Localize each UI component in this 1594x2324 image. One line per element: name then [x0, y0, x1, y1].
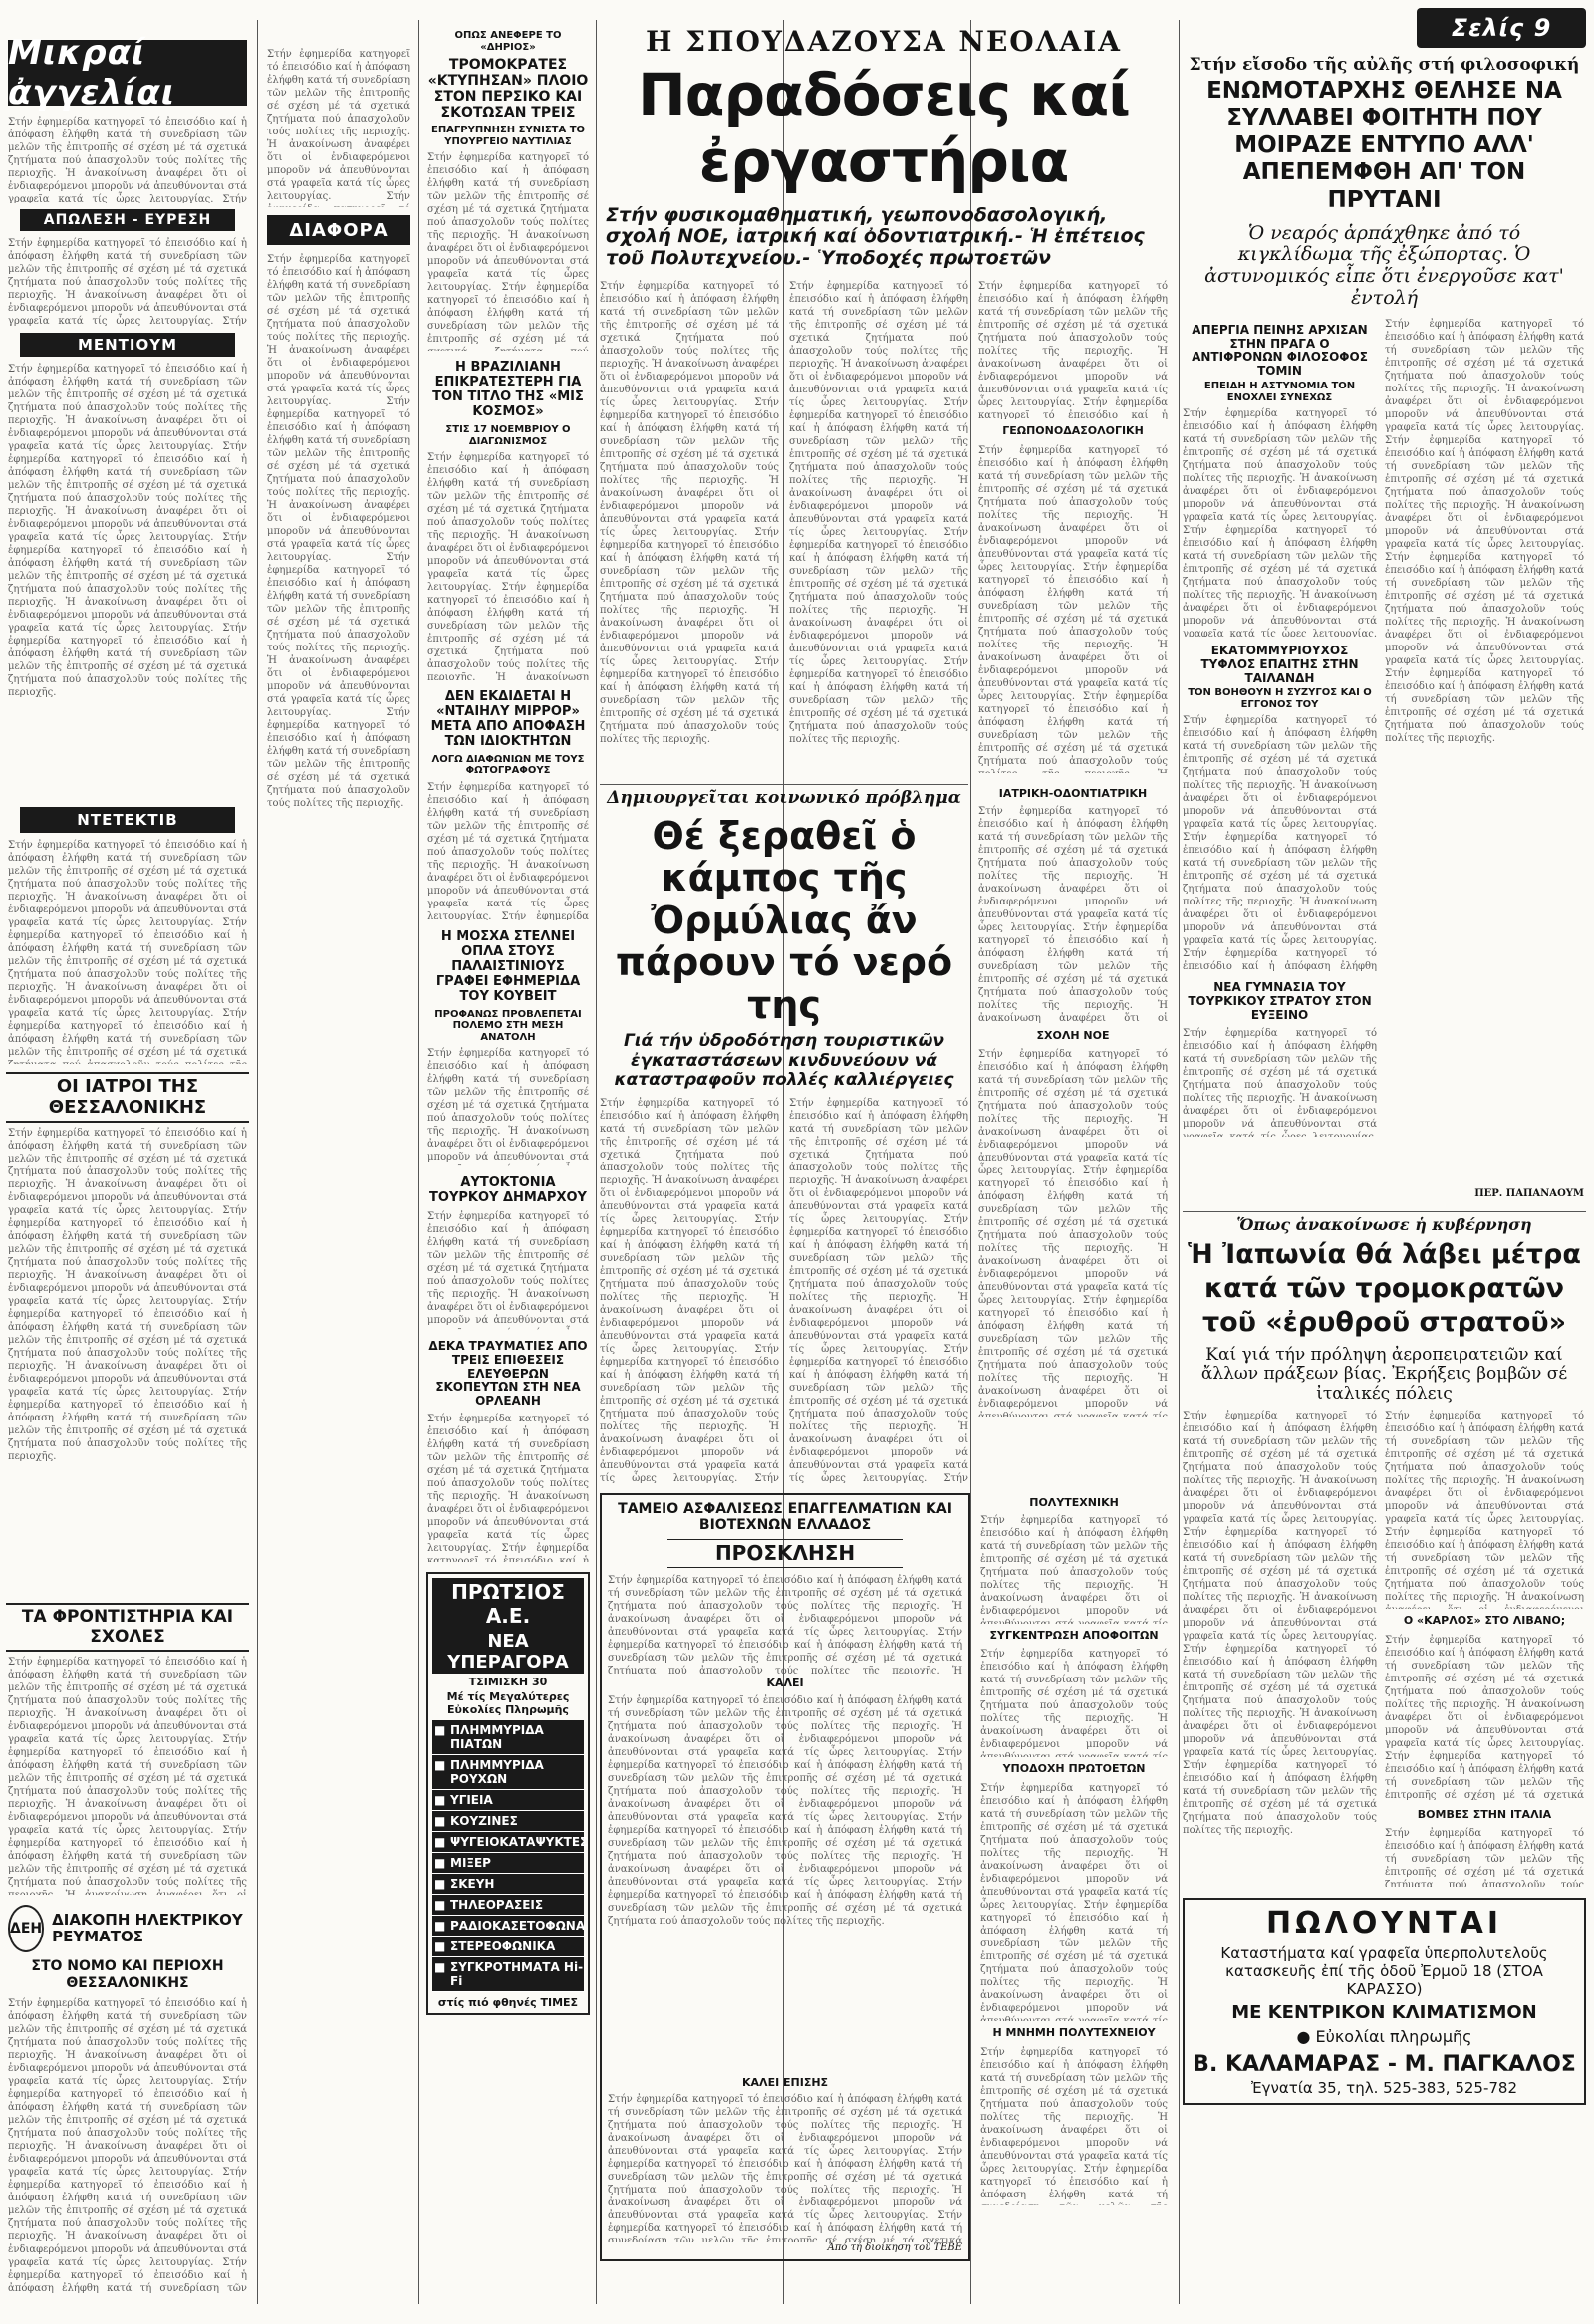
ad-item: ■ ΣΥΓΚΡΟΤΗΜΑΤΑ Hi-Fi: [432, 1957, 584, 1992]
ad-item: ■ ΠΛΗΜΜΥΡΙΔΑ ΠΙΑΤΩΝ: [432, 1720, 584, 1755]
news-briefs-column: [422, 0, 594, 2324]
subhead-ministry: ΕΠΑΓΡΥΠΝΗΣΗ ΣΥΝΙΣΤΑ ΤΟ ΥΠΟΥΡΓΕΙΟ ΝΑΥΤΙΛΙΑΣ: [430, 125, 586, 147]
philosophy-kicker: Στήν εἴσοδο τῆς αὐλῆς στή φιλοσοφική: [1189, 55, 1580, 75]
subhead-blind-beggar: ΤΟΝ ΒΟΗΘΟΥΝ Η ΣΥΖΥΓΟΣ ΚΑΙ Ο ΕΓΓΟΝΟΣ ΤΟΥ: [1188, 687, 1372, 710]
section-power-cut: ΔΙΑΚΟΠΗ ΗΛΕΚΤΡΙΚΟΥ ΡΕΥΜΑΤΟΣ: [52, 1911, 243, 1946]
main-subhead: Στήν φυσικομαθηματική, γεωπονοδασολογική, σχολή ΝΟΕ, ἰατρική καί ὀδοντιατρική.- Ἡ ἐπέτειος τοῦ Πολυτεχνείου.- Ὑποδοχές πρωτοετῶν: [606, 203, 1145, 270]
tebe-text-a: [608, 1574, 962, 1674]
ad-line1: Μέ τίς Μεγαλύτερες: [446, 1689, 570, 1703]
story-ship-text: [427, 151, 589, 351]
philosophy-subhead: Ὁ νεαρός ἁρπάχθηκε ἀπό τό κιγκλίδωμα τῆς ἐξώπορτας. Ὁ ἀστυνομικός εἶπε ὅτι ἐνεργοῦσε κατ' ἐντολή: [1204, 221, 1564, 310]
ad-footer: στίς πιό φθηνές ΤΙΜΕΣ: [437, 1995, 579, 2009]
japan-kicker: Ὅπως ἀνακοίνωσε ἡ κυβέρνηση: [1183, 1211, 1586, 1234]
section-various: ΔΙΑΦΟΡΑ: [267, 215, 410, 245]
blind-beggar-text: [1183, 714, 1377, 973]
ad-title: ΝΕΑ ΥΠΕΡΑΓΟΡΑ: [432, 1630, 584, 1674]
lost-found-text: [8, 237, 247, 327]
philosophy-text: [1385, 318, 1584, 1184]
ad-item: ■ ΡΑΔΙΟΚΑΣΕΤΟΦΩΝΑ: [432, 1916, 584, 1937]
headline-bombs-italy: ΒΟΜΒΕΣ ΣΤΗΝ ΙΤΑΛΙΑ: [1417, 1807, 1552, 1821]
main-text-b: [789, 280, 968, 778]
page-number-label: Σελίς 9: [1417, 8, 1586, 48]
story-mayor-text: [427, 1210, 589, 1330]
right-section: [1183, 0, 1586, 2324]
story-daily-mirror-text: [427, 781, 589, 920]
story-moscow-text: [427, 1047, 589, 1166]
ad-shops-title: ΠΩΛΟΥΝΤΑΙ: [1265, 1906, 1502, 1941]
ad-eukolies-text: Εὐκολίαι πληρωμῆς: [1315, 2027, 1472, 2047]
power-company-logo: ΔΕΗ: [8, 1905, 44, 1952]
section-medium: ΜΕΝΤΙΟΥΜ: [20, 333, 235, 357]
philosophy-byline: ΠΕΡ. ΠΑΠΑΝΑΟΥΜ: [1474, 1187, 1584, 1199]
turkish-exercises-text: [1183, 1027, 1377, 1137]
ad-line2: Εὐκολίες Πληρωμῆς: [447, 1702, 569, 1716]
polytechnic-text: [980, 1514, 1168, 1624]
section-freshmen: ΥΠΟΔΟΧΗ ΠΡΩΤΟΕΤΩΝ: [1002, 1762, 1146, 1776]
doctors-text: [8, 1127, 247, 1595]
headline-miss-world: Η ΒΡΑΖΙΛΙΑΝΗ ΕΠΙΚΡΑΤΕΣΤΕΡΗ ΓΙΑ ΤΟΝ ΤΙΤΛΟ ΤΗΣ «ΜΙΣ ΚΟΣΜΟΣ»: [432, 360, 584, 420]
protsios-ad: [426, 1572, 590, 2015]
ad-item: ■ ΤΗΛΕΟΡΑΣΕΙΣ: [432, 1895, 584, 1916]
classifieds-column-2: [261, 0, 416, 2324]
main-story: [600, 0, 1168, 2324]
ad-item: ■ ΣΤΕΡΕΟΦΩΝΙΚΑ: [432, 1937, 584, 1957]
section-polytechnic-memory: Η ΜΝΗΜΗ ΠΟΛΥΤΕΧΝΕΙΟΥ: [992, 2025, 1156, 2039]
section-graduates: ΣΥΓΚΕΝΤΡΩΣΗ ΑΠΟΦΟΙΤΩΝ: [989, 1628, 1159, 1642]
tebe-title: ΤΑΜΕΙΟ ΑΣΦΑΛΙΣΕΩΣ ΕΠΑΓΓΕΛΜΑΤΙΩΝ ΚΑΙ ΒΙΟΤΕΧΝΩΝ ΕΛΛΑΔΟΣ: [618, 1501, 952, 1534]
ormylia-story: [600, 784, 968, 1485]
ad-shops-address: Ἐγνατία 35, τηλ. 525-383, 525-782: [1250, 2079, 1518, 2098]
story-miss-world-text: [427, 451, 589, 680]
ad-item: ■ ΜΙΞΕΡ: [432, 1853, 584, 1874]
bombs-text: [1385, 1827, 1584, 1887]
prague-text: [1183, 407, 1377, 637]
section-lost-found: ΑΠΩΛΕΣΗ - ΕΥΡΕΣΗ: [20, 209, 235, 231]
ormylia-headline: Θέ ξεραθεῖ ὁ κάμπος τῆς Ὀρμύλιας ἄν πάρουν τό νερό της: [615, 813, 953, 1027]
power-cut-header: [8, 1905, 247, 1952]
ormylia-subhead: Γιά τήν ὑδροδότηση τουριστικῶν ἐγκαταστάσεων κινδυνεύουν νά καταστραφοῦν πολλές καλλιέργειες: [614, 1031, 954, 1091]
schools-text: [8, 1656, 247, 1895]
karlos-text: [1385, 1634, 1584, 1803]
headline-terrorists-ship: ΤΡΟΜΟΚΡΑΤΕΣ «ΚΤΥΠΗΣΑΝ» ΠΛΟΙΟ ΣΤΟΝ ΠΕΡΣΙΚΟ ΚΑΙ ΣΚΟΤΩΣΑΝ ΤΡΕΙΣ: [427, 57, 589, 122]
col2-text: [267, 253, 410, 2285]
section-schools: ΤΑ ΦΡΟΝΤΙΣΤΗΡΙΑ ΚΑΙ ΣΧΟΛΕΣ: [6, 1603, 249, 1652]
section-doctors: ΟΙ ΙΑΤΡΟΙ ΤΗΣ ΘΕΣΣΑΛΟΝΙΚΗΣ: [6, 1072, 249, 1123]
ormylia-text-b: [789, 1097, 968, 1485]
noe-text: [978, 1048, 1168, 1417]
classifieds-column: [0, 0, 255, 2324]
shops-for-sale-ad: [1183, 1898, 1586, 2105]
main-kicker: Η ΣΠΟΥΔΑΖΟΥΣΑ ΝΕΟΛΑΙΑ: [646, 25, 1122, 58]
ad-item: ■ ΨΥΓΕΙΟΚΑΤΑΨΥΚΤΕΣ: [432, 1832, 584, 1853]
tebe-notice: [600, 1493, 970, 2261]
ad-shops-text: Καταστήματα καί γραφεῖα ὑπερπολυτελοῦς κατασκευῆς ἐπί τῆς ὁδοῦ Ἐρμοῦ 18 (ΣΤΟΑ ΚΑΡΑΣΣΟ): [1220, 1944, 1548, 1999]
ad-company: ΠΡΩΤΣΙΟΣ Α.Ε.: [432, 1578, 584, 1630]
main-headline: Παραδόσεις καί ἐργαστήρια: [638, 61, 1130, 195]
headline-karlos-lebanon: Ο «ΚΑΡΛΟΣ» ΣΤΟ ΛΙΒΑΝΟ;: [1403, 1614, 1566, 1628]
ad-address: ΤΣΙΜΙΣΚΗ 30: [468, 1675, 548, 1688]
ad-shops-eukolies: ● Εὐκολίαι πληρωμῆς: [1296, 2027, 1472, 2047]
power-cut-text: [8, 1997, 247, 2296]
philosophy-headline: ΕΝΩΜΟΤΑΡΧΗΣ ΘΕΛΗΣΕ ΝΑ ΣΥΛΛΑΒΕΙ ΦΟΙΤΗΤΗ ΠΟΥ ΜΟΙΡΑΖΕ ΕΝΤΥΠΟ ΑΛΛ' ΑΠΕΠΕΜΦΘΗ ΑΠ' ΤΟΝ ΠΡΥΤΑΝΙ: [1206, 77, 1562, 213]
japan-headline: Ἡ Ἰαπωνία θά λάβει μέτρα κατά τῶν τρομοκρατῶν τοῦ «ἐρυθροῦ στρατοῦ»: [1188, 1239, 1581, 1338]
headline-new-orleans: ΔΕΚΑ ΤΡΑΥΜΑΤΙΕΣ ΑΠΟ ΤΡΕΙΣ ΕΠΙΘΕΣΕΙΣ ΕΛΕΥΘΕΡΩΝ ΣΚΟΠΕΥΤΩΝ ΣΤΗ ΝΕΑ ΟΡΛΕΑΝΗ: [428, 1338, 588, 1409]
classifieds-title: Μικραί ἀγγελίαι: [8, 40, 247, 106]
kicker-drios: ΟΠΩΣ ΑΝΕΦΕΡΕ ΤΟ «ΔΗΡΙΟΣ»: [454, 30, 562, 53]
subhead-prague: ΕΠΕΙΔΗ Η ΑΣΤΥΝΟΜΙΑ ΤΟΝ ΕΝΟΧΛΕΙ ΣΥΝΕΧΩΣ: [1203, 381, 1356, 403]
japan-subhead: Καί γιά τήν πρόληψη ἀεροπειρατειῶν καί ἄλλων πράξεων βίας. Ἐκρήξεις βομβῶν σέ ἰταλικές πόλεις: [1200, 1344, 1568, 1404]
tebe-text-c: [608, 2093, 962, 2242]
japan-text-a: [1183, 1410, 1377, 1888]
section-detective: ΝΤΕΤΕΚΤΙΒ: [20, 807, 235, 833]
tebe-heading: ΠΡΟΣΚΛΗΣΗ: [667, 1539, 903, 1568]
headline-moscow-weapons: Η ΜΟΣΧΑ ΣΤΕΛΝΕΙ ΟΠΛΑ ΣΤΟΥΣ ΠΑΛΑΙΣΤΙΝΙΟΥΣ ΓΡΑΦΕΙ ΕΦΗΜΕΡΙΔΑ ΤΟΥ ΚΟΥΒΕΙΤ: [435, 928, 581, 1004]
main-story-continued: [978, 784, 1168, 1485]
section-noe: ΣΧΟΛΗ ΝΟΕ: [1036, 1028, 1110, 1042]
freshmen-text: [980, 1782, 1168, 2021]
main-text-c: [978, 280, 1168, 419]
subhead-moscow-weapons: ΠΡΟΦΑΝΩΣ ΠΡΟΒΛΕΠΕΤΑΙ ΠΟΛΕΜΟ ΣΤΗ ΜΕΣΗ ΑΝΑΤΟΛΗ: [434, 1008, 582, 1043]
subhead-daily-mirror: ΛΟΓΩ ΔΙΑΦΩΝΙΩΝ ΜΕ ΤΟΥΣ ΦΩΤΟΓΡΑΦΟΥΣ: [431, 753, 585, 777]
tebe-footer: Ἀπό τή διοίκηση τοῦ ΤΕΒΕ: [827, 2242, 963, 2254]
power-cut-area: ΣΤΟ ΝΟΜΟ ΚΑΙ ΠΕΡΙΟΧΗ ΘΕΣΣΑΛΟΝΙΚΗΣ: [31, 1958, 224, 1991]
ad-shops-names: Β. ΚΑΛΑΜΑΡΑΣ - Μ. ΠΑΓΚΑΛΟΣ: [1193, 2052, 1576, 2078]
section-polytechnic: ΠΟΛΥΤΕΧΝΙΚΗ: [1029, 1496, 1119, 1510]
headline-turkish-exercises: ΝΕΑ ΓΥΜΝΑΣΙΑ ΤΟΥ ΤΟΥΡΚΙΚΟΥ ΣΤΡΑΤΟΥ ΣΤΟΝ ΕΥΞΕΙΝΟ: [1188, 980, 1372, 1023]
section-medicine: ΙΑΤΡΙΚΗ-ΟΔΟΝΤΙΑΤΡΙΚΗ: [998, 787, 1148, 801]
main-story-body: [600, 280, 1168, 778]
medium-text: [8, 363, 247, 801]
headline-blind-beggar: ΕΚΑΤΟΜΜΥΡΙΟΥΧΟΣ ΤΥΦΛΟΣ ΕΠΑΙΤΗΣ ΣΤΗΝ ΤΑΙΛΑΝΔΗ: [1200, 644, 1359, 685]
tebe-kalei: ΚΑΛΕΙ: [766, 1677, 804, 1690]
section-geoponics: ΓΕΩΠΟΝΟΔΑΣΟΛΟΓΙΚΗ: [1002, 424, 1144, 438]
col2-text-top: [267, 48, 410, 207]
story-new-orleans-text: [427, 1413, 589, 1562]
ad-item: ■ ΣΚΕΥΗ: [432, 1874, 584, 1895]
detective-text: [8, 839, 247, 1064]
headline-turkish-mayor: ΑΥΤΟΚΤΟΝΙΑ ΤΟΥΡΚΟΥ ΔΗΜΑΡΧΟΥ: [429, 1175, 587, 1205]
geoponics-text: [978, 444, 1168, 773]
classifieds-text: [8, 116, 247, 203]
japan-text-b: [1385, 1410, 1584, 1609]
ad-item: ■ ΚΟΥΖΙΝΕΣ: [432, 1811, 584, 1832]
medicine-text: [978, 805, 1168, 1024]
headline-prague-hunger-strike: ΑΠΕΡΓΙΑ ΠΕΙΝΗΣ ΑΡΧΙΣΑΝ ΣΤΗΝ ΠΡΑΓΑ Ο ΑΝΤΙΦΡΟΝΩΝ ΦΙΛΟΣΟΦΟΣ ΤΟΜΙΝ: [1192, 322, 1368, 379]
polytechnic-memory-text: [980, 2046, 1168, 2205]
tebe-text-b: [608, 1694, 962, 2073]
subhead-miss-world: ΣΤΙΣ 17 ΝΟΕΜΒΡΙΟΥ Ο ΔΙΑΓΩΝΙΣΜΟΣ: [445, 424, 571, 447]
graduates-text: [980, 1648, 1168, 1757]
ad-items: [432, 1720, 589, 1992]
ad-item: ■ ΥΓΙΕΙΑ: [432, 1790, 584, 1811]
ormylia-text-a: [600, 1097, 779, 1485]
ad-item: ■ ΠΛΗΜΜΥΡΙΔΑ ΡΟΥΧΩΝ: [432, 1755, 584, 1790]
headline-daily-mirror: ΔΕΝ ΕΚΔΙΔΕΤΑΙ Η «ΝΤΑΙΗΛΥ ΜΙΡΡΟΡ» ΜΕΤΑ ΑΠΟ ΑΠΟΦΑΣΗ ΤΩΝ ΙΔΙΟΚΤΗΤΩΝ: [430, 689, 586, 749]
ad-shops-klim: ΜΕ ΚΕΝΤΡΙΚΟΝ ΚΛΙΜΑΤΙΣΜΟΝ: [1231, 2002, 1537, 2024]
ormylia-kicker: Δημιουργεῖται κοινωνικό πρόβλημα: [600, 784, 968, 809]
main-text-a: [600, 280, 779, 778]
tebe-kalei-episis: ΚΑΛΕΙ ΕΠΙΣΗΣ: [742, 2075, 829, 2089]
